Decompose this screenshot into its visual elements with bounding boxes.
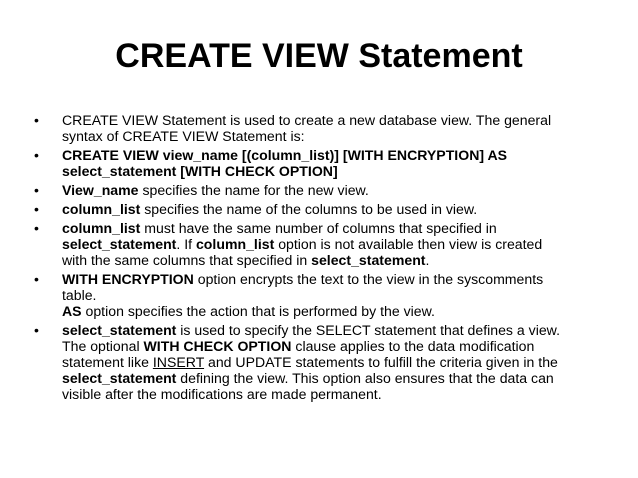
bullet-item <box>34 182 616 198</box>
text-segment: syntax of CREATE VIEW Statement is: <box>62 128 305 144</box>
bold-text: select_statement <box>62 322 177 338</box>
bullet-line <box>62 252 616 268</box>
text-segment: visible after the modifications are made permanent. <box>62 386 382 402</box>
bullet-line <box>62 338 616 354</box>
bullet-line <box>62 182 616 198</box>
bullet-marker: • <box>34 271 39 287</box>
text-segment: with the same columns that specified in <box>62 252 312 268</box>
bullet-line <box>62 220 616 236</box>
bullet-line <box>62 303 616 319</box>
bullet-line <box>62 128 616 144</box>
bullet-line <box>62 163 616 179</box>
bold-text: column_list <box>195 236 275 252</box>
bullet-item <box>34 201 616 217</box>
bullet-line <box>62 201 616 217</box>
text-segment: CREATE VIEW Statement is used to create a new database view. The general <box>62 112 552 128</box>
text-segment: is used to specify the SELECT statement that defines a view. <box>176 322 560 338</box>
text-segment: . <box>425 252 430 268</box>
bullet-item <box>34 271 616 319</box>
bullet-item <box>34 147 616 179</box>
text-segment: defining the view. This option also ensures that the data can <box>176 370 554 386</box>
bullet-item <box>34 322 616 402</box>
bullet-marker: • <box>34 112 39 128</box>
text-segment: option specifies the action that is performed by the view. <box>81 303 435 319</box>
text-segment: table. <box>62 287 97 303</box>
bullet-line <box>62 271 616 287</box>
bullet-line <box>62 386 616 402</box>
text-segment: specifies the name for the new view. <box>138 182 369 198</box>
bold-text: View_name <box>62 182 139 198</box>
bold-text: select_statement <box>62 370 177 386</box>
text-segment: statement like <box>62 354 153 370</box>
bullet-item <box>34 220 616 268</box>
bullet-item <box>34 112 616 144</box>
text-segment: option is not available then view is created <box>274 236 543 252</box>
text-segment: clause applies to the data modification <box>291 338 535 354</box>
bullet-line <box>62 322 616 338</box>
text-segment: The optional <box>62 338 144 354</box>
bullet-line <box>62 236 616 252</box>
bullet-line <box>62 147 616 163</box>
bullet-list <box>34 112 616 405</box>
bold-text: select_statement [WITH CHECK OPTION] <box>62 163 338 179</box>
bullet-line <box>62 370 616 386</box>
bullet-marker: • <box>34 322 39 338</box>
bullet-marker: • <box>34 147 39 163</box>
bold-text: select_statement <box>62 236 177 252</box>
underlined-text: INSERT <box>152 354 205 370</box>
text-segment: . If <box>176 236 196 252</box>
text-segment: must have the same number of columns that specified in <box>140 220 497 236</box>
bullet-marker: • <box>34 220 39 236</box>
text-segment: and UPDATE statements to fulfill the criteria given in the <box>204 354 558 370</box>
slide-title: CREATE VIEW Statement <box>115 37 523 75</box>
bold-text: WITH ENCRYPTION <box>62 271 194 287</box>
text-segment: specifies the name of the columns to be used in view. <box>140 201 478 217</box>
bullet-line <box>62 354 616 370</box>
bullet-line <box>62 112 616 128</box>
bold-text: column_list <box>62 220 141 236</box>
bold-text: AS <box>62 303 82 319</box>
text-segment: option encrypts the text to the view in the syscomments <box>193 271 544 287</box>
bullet-marker: • <box>34 201 39 217</box>
bold-text: select_statement <box>311 252 426 268</box>
bold-text: column_list <box>62 201 141 217</box>
bold-text: WITH CHECK OPTION <box>143 338 292 354</box>
bullet-marker: • <box>34 182 39 198</box>
bold-text: CREATE VIEW view_name [(column_list)] [WITH ENCRYPTION] AS <box>62 147 508 163</box>
bullet-line <box>62 287 616 303</box>
